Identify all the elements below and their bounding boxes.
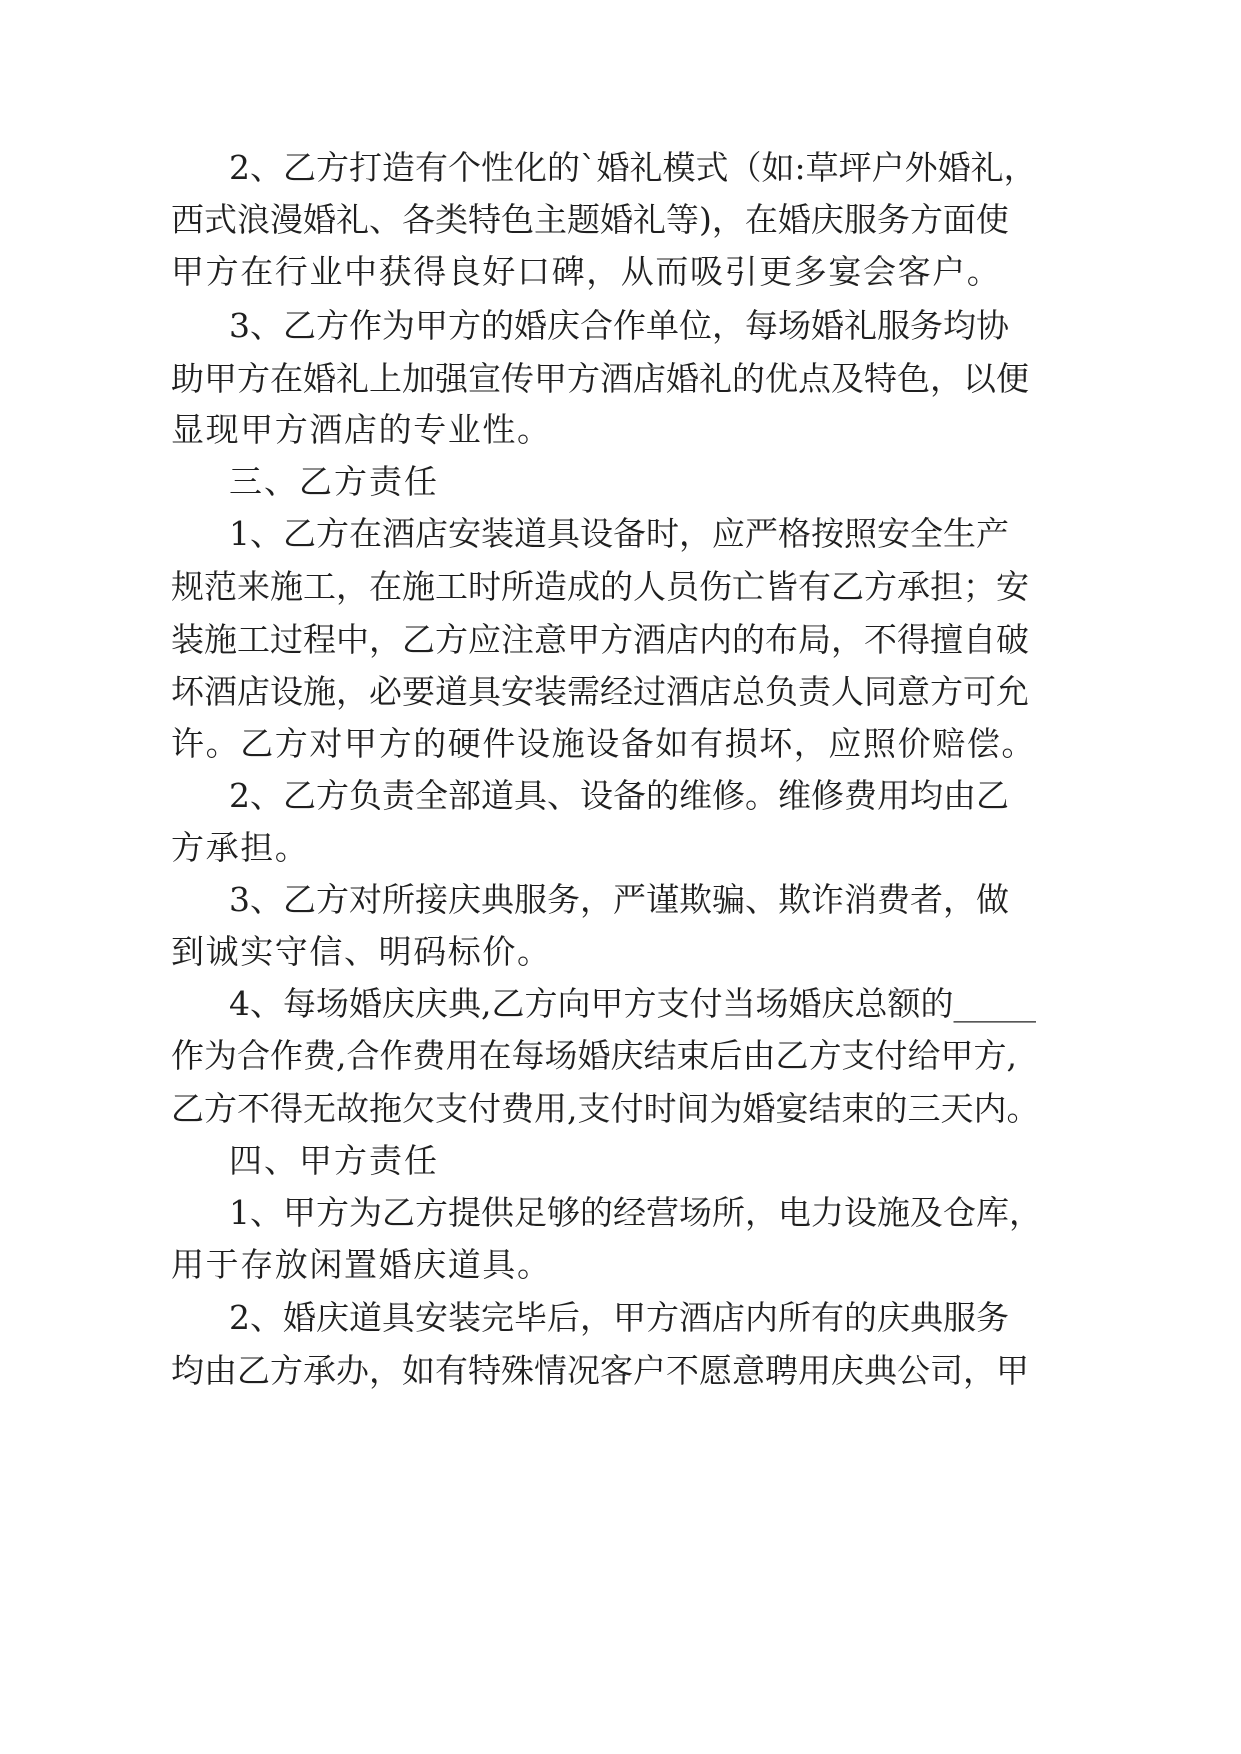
paragraph-line: 甲方在行业中获得良好口碑，从而吸引更多宴会客户。 <box>171 252 1002 291</box>
paragraph-line: 用于存放闲置婚庆道具。 <box>171 1245 552 1284</box>
section-heading: 三、乙方责任 <box>229 462 439 501</box>
paragraph-line: 西 式 浪 漫 婚 礼 、 各 类 特 色 主 题 婚 礼 等 ) ， 在 婚 庆 服 务 方 面 使 <box>171 200 1009 239</box>
paragraph-line: 作 为 合 作 费 , 合 作 费 用 在 每 场 婚 庆 结 束 后 由 乙 方 支 付 给 甲 方 , <box>171 1036 1017 1075</box>
paragraph-line: 2 、 婚 庆 道 具 安 装 完 毕 后 ， 甲 方 酒 店 内 所 有 的 庆 典 服 务 <box>229 1298 1009 1337</box>
paragraph-line: 助 甲 方 在 婚 礼 上 加 强 宣 传 甲 方 酒 店 婚 礼 的 优 点 及 特 色 ， 以 便 <box>171 359 1029 398</box>
paragraph-line: 1 、 甲 方 为 乙 方 提 供 足 够 的 经 营 场 所 ， 电 力 设 施 及 仓 库 ， <box>229 1193 1042 1232</box>
paragraph-line: 2 、 乙 方 负 责 全 部 道 具 、 设 备 的 维 修 。 维 修 费 用 均 由 乙 <box>229 776 1009 815</box>
paragraph-line: 到诚实守信、明码标价。 <box>171 932 552 971</box>
paragraph-line: 乙 方 不 得 无 故 拖 欠 支 付 费 用 , 支 付 时 间 为 婚 宴 结 束 的 三 天 内 。 <box>171 1089 1040 1128</box>
paragraph-line: 显现甲方酒店的专业性。 <box>171 410 552 449</box>
paragraph-line: 1 、 乙 方 在 酒 店 安 装 道 具 设 备 时 ， 应 严 格 按 照 安 全 生 产 <box>229 514 1009 553</box>
paragraph-line: 方承担。 <box>171 828 310 867</box>
paragraph-line: 坏 酒 店 设 施 ， 必 要 道 具 安 装 需 经 过 酒 店 总 负 责 人 同 意 方 可 允 <box>171 672 1029 711</box>
paragraph-line: 规 范 来 施 工 ， 在 施 工 时 所 造 成 的 人 员 伤 亡 皆 有 乙 方 承 担 ； 安 <box>171 567 1029 606</box>
paragraph-line: 均 由 乙 方 承 办 ， 如 有 特 殊 情 况 客 户 不 愿 意 聘 用 庆 典 公 司 ， 甲 <box>171 1351 1029 1390</box>
paragraph-line: 2 、 乙 方 打 造 有 个 性 化 的 ` 婚 礼 模 式 （ 如 : 草 坪 户 外 婚 礼 ， <box>229 148 1037 187</box>
paragraph-line: 4 、 每 场 婚 庆 庆 典 , 乙 方 向 甲 方 支 付 当 场 婚 庆 总 额 的 _ _ _ _ _ <box>229 984 1036 1023</box>
section-heading: 四、甲方责任 <box>229 1141 439 1180</box>
paragraph-line: 3 、 乙 方 对 所 接 庆 典 服 务 ， 严 谨 欺 骗 、 欺 诈 消 费 者 ， 做 <box>229 880 1009 919</box>
paragraph-line: 3 、 乙 方 作 为 甲 方 的 婚 庆 合 作 单 位 ， 每 场 婚 礼 服 务 均 协 <box>229 306 1009 345</box>
paragraph-line: 许。乙方对甲方的硬件设施设备如有损坏，应照价赔偿。 <box>171 724 1036 763</box>
paragraph-line: 装 施 工 过 程 中 ， 乙 方 应 注 意 甲 方 酒 店 内 的 布 局 ， 不 得 擅 自 破 <box>171 620 1029 659</box>
